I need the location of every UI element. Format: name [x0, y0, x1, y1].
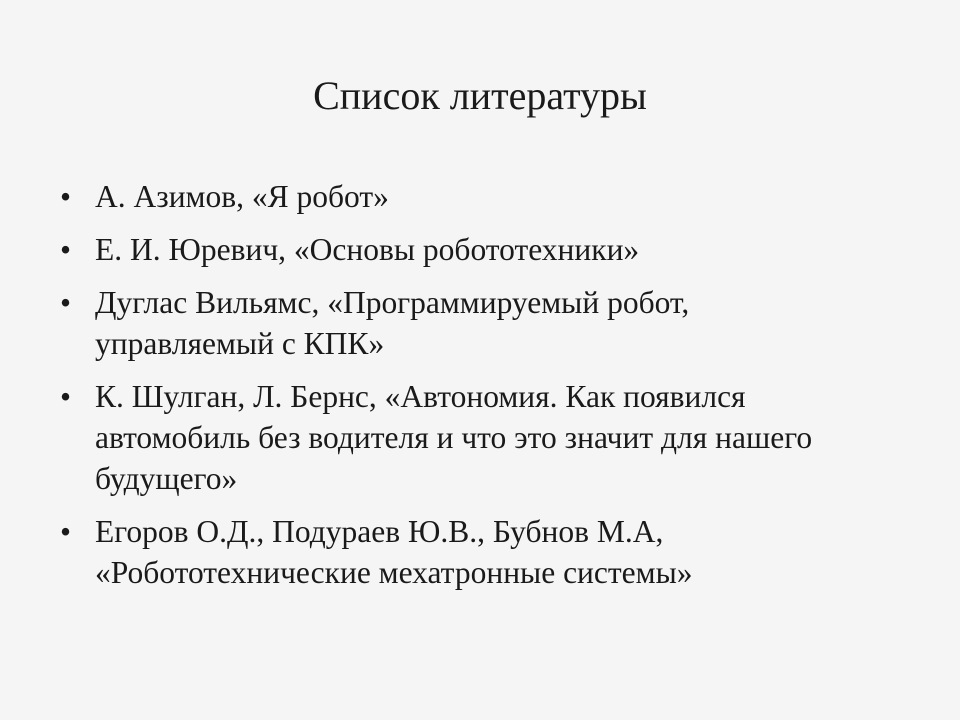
list-item — [60, 176, 860, 217]
list-item-text: Егоров О.Д., Подураев Ю.В., Бубнов М.А, «Робототехнические мехатронные системы» — [95, 514, 693, 590]
list-item — [60, 282, 860, 364]
bibliography-list — [60, 176, 860, 605]
bullet-icon: • — [60, 232, 72, 267]
list-item — [60, 229, 860, 270]
slide-title: Список литературы — [313, 73, 647, 118]
list-item — [60, 376, 860, 499]
list-item-text: Е. И. Юревич, «Основы робототехники» — [95, 232, 640, 267]
bullet-icon: • — [60, 379, 72, 414]
list-item — [60, 511, 860, 593]
bullet-icon: • — [60, 285, 72, 320]
bullet-icon: • — [60, 179, 72, 214]
list-item-text: Дуглас Вильямс, «Программируемый робот, управляемый с КПК» — [95, 285, 690, 361]
list-item-text: К. Шулган, Л. Бернс, «Автономия. Как появился автомобиль без водителя и что это значит для нашего будущего» — [95, 379, 813, 496]
bullet-icon: • — [60, 514, 72, 549]
list-item-text: А. Азимов, «Я робот» — [95, 179, 389, 214]
